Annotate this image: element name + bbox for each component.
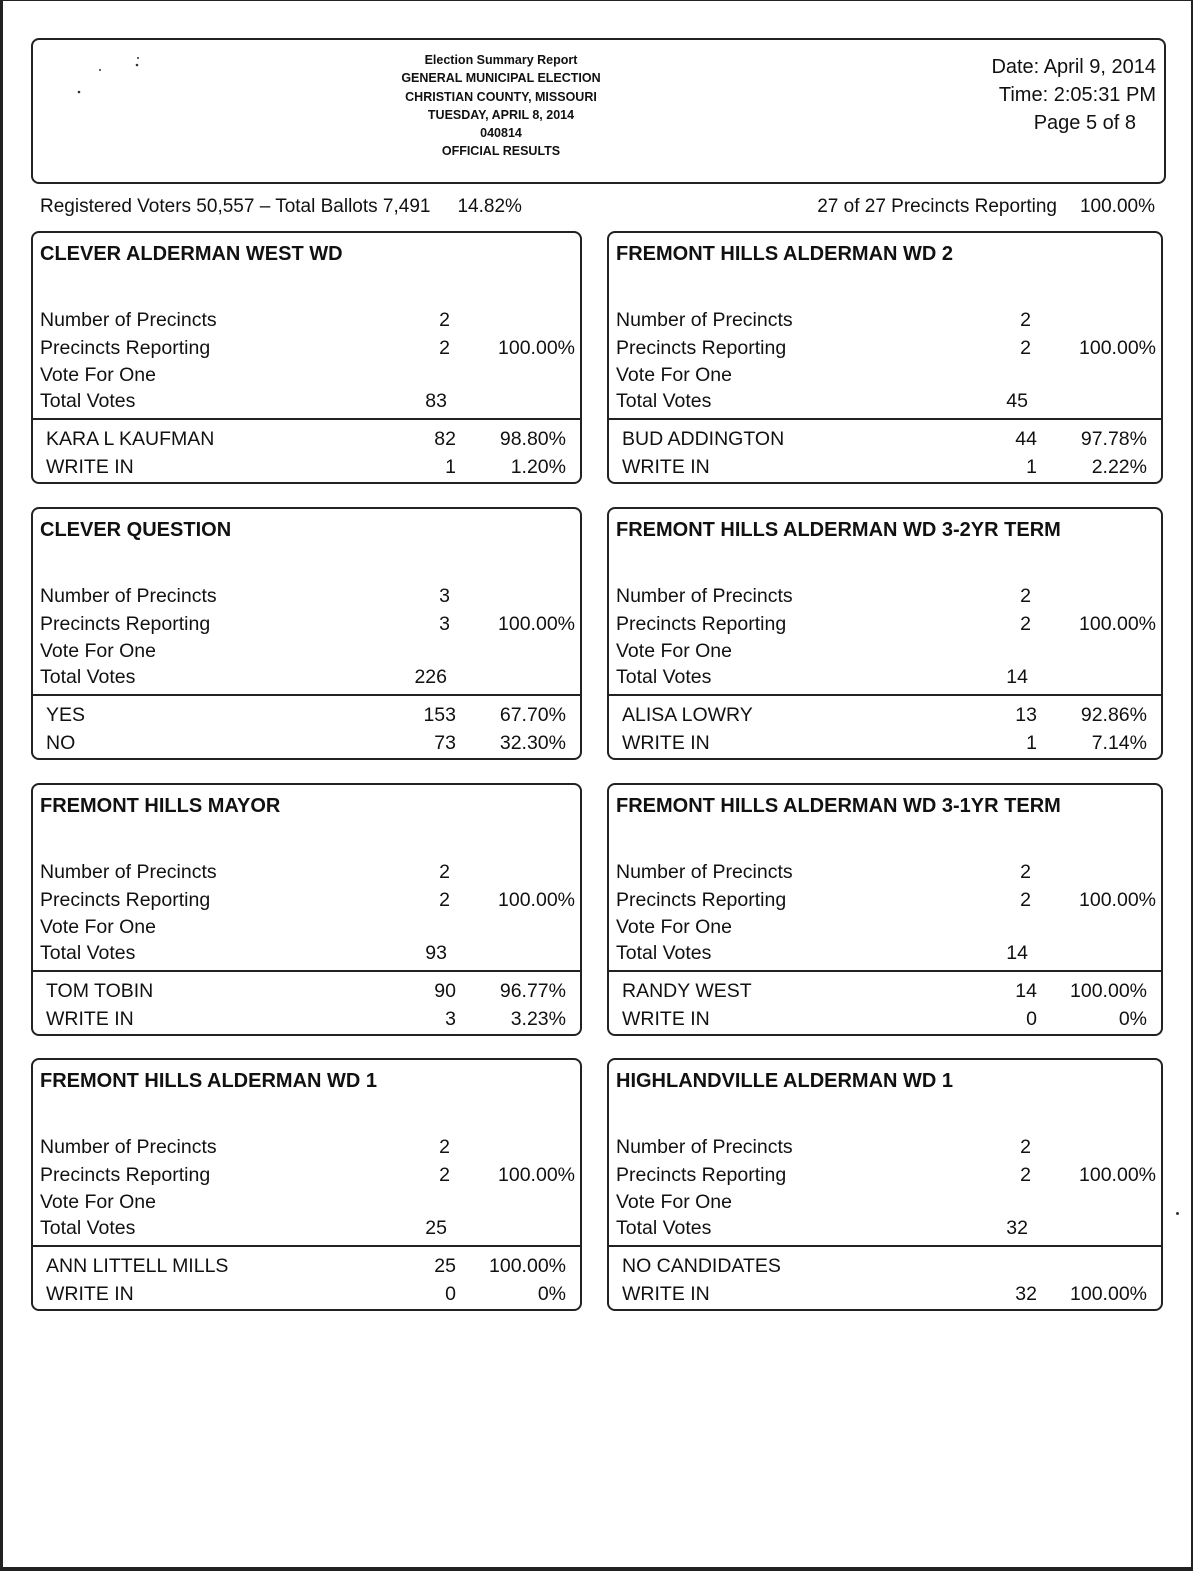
number-of-precincts-row (40, 307, 580, 333)
race-divider (33, 970, 580, 972)
race-box (607, 507, 1163, 760)
vote-for-row (616, 914, 1161, 940)
precincts-reporting-row (40, 1162, 580, 1188)
row-label: Number of Precincts (616, 585, 793, 607)
candidate-votes: 153 (423, 704, 456, 726)
candidate-name: WRITE IN (46, 1008, 134, 1030)
row-percent: 100.00% (1079, 1164, 1156, 1186)
number-of-precincts-row (40, 1134, 580, 1160)
row-label: Total Votes (616, 1217, 712, 1239)
row-count: 2 (1020, 337, 1031, 359)
row-label: Vote For One (616, 640, 732, 662)
page-number: Page 5 of 8 (1033, 112, 1136, 134)
row-count: 2 (1020, 889, 1031, 911)
row-label: Vote For One (616, 1191, 732, 1213)
candidate-name: WRITE IN (622, 456, 710, 478)
row-label: Precincts Reporting (616, 613, 787, 635)
race-title: FREMONT HILLS ALDERMAN WD 3-1YR TERM (616, 795, 1061, 817)
number-of-precincts-row (40, 859, 580, 885)
candidate-row (46, 730, 580, 756)
race-box (607, 783, 1163, 1036)
row-label: Total Votes (616, 390, 712, 412)
race-box (607, 231, 1163, 484)
results-status: OFFICIAL RESULTS (441, 144, 561, 159)
row-label: Total Votes (40, 942, 136, 964)
row-count: 2 (1020, 585, 1031, 607)
row-label: Number of Precincts (40, 585, 217, 607)
row-percent: 100.00% (498, 889, 575, 911)
row-label: Vote For One (40, 1191, 156, 1213)
row-label: Precincts Reporting (40, 337, 211, 359)
candidate-percent: 32.30% (499, 732, 566, 754)
turnout-percent: 14.82% (457, 196, 522, 217)
candidate-name: RANDY WEST (622, 980, 752, 1002)
report-date: Date: April 9, 2014 (991, 56, 1156, 78)
vote-for-row (616, 638, 1161, 664)
candidate-name: WRITE IN (622, 732, 710, 754)
row-label: Total Votes (40, 666, 136, 688)
row-count: 2 (439, 309, 450, 331)
row-label: Number of Precincts (616, 861, 793, 883)
total-votes-row (616, 940, 1161, 966)
candidate-votes: 13 (1015, 704, 1037, 726)
candidate-row (622, 1281, 1161, 1307)
precincts-reporting-row (616, 611, 1161, 637)
precincts-reporting-summary: 27 of 27 Precincts Reporting (817, 196, 1057, 217)
candidate-votes: 3 (445, 1008, 456, 1030)
report-meta (991, 53, 1156, 137)
total-votes-row (40, 664, 580, 690)
precincts-summary (817, 195, 1155, 219)
candidate-name: KARA L KAUFMAN (46, 428, 215, 450)
race-title: HIGHLANDVILLE ALDERMAN WD 1 (616, 1070, 954, 1092)
row-label: Total Votes (40, 390, 136, 412)
race-title: CLEVER QUESTION (40, 519, 232, 541)
race-title: FREMONT HILLS MAYOR (40, 795, 281, 817)
row-label: Vote For One (616, 916, 732, 938)
candidate-name: WRITE IN (46, 456, 134, 478)
candidate-row (46, 702, 580, 728)
race-divider (33, 694, 580, 696)
vote-for-row (40, 1189, 580, 1215)
candidate-percent: 100.00% (489, 1255, 566, 1277)
vote-for-row (40, 914, 580, 940)
county-name: CHRISTIAN COUNTY, MISSOURI (405, 89, 597, 104)
candidate-row (622, 702, 1161, 728)
row-percent: 100.00% (498, 337, 575, 359)
race-title: FREMONT HILLS ALDERMAN WD 1 (40, 1070, 378, 1092)
number-of-precincts-row (40, 583, 580, 609)
candidate-name: WRITE IN (622, 1283, 710, 1305)
vote-for-row (616, 362, 1161, 388)
election-name: GENERAL MUNICIPAL ELECTION (401, 71, 601, 86)
number-of-precincts-row (616, 307, 1161, 333)
race-box (31, 783, 582, 1036)
candidate-votes: 73 (434, 732, 456, 754)
candidate-name: WRITE IN (622, 1008, 710, 1030)
race-divider (609, 1245, 1161, 1247)
row-count: 2 (439, 861, 450, 883)
candidate-row (46, 426, 580, 452)
total-votes-row (40, 388, 580, 414)
candidate-percent: 3.23% (510, 1008, 566, 1030)
report-header (31, 38, 1166, 184)
candidate-row (622, 978, 1161, 1004)
row-label: Vote For One (616, 364, 732, 386)
row-count: 2 (1020, 861, 1031, 883)
row-percent: 100.00% (1079, 613, 1156, 635)
number-of-precincts-row (616, 859, 1161, 885)
candidate-votes: 82 (434, 428, 456, 450)
candidate-votes: 0 (445, 1283, 456, 1305)
row-label: Total Votes (40, 1217, 136, 1239)
row-count: 2 (439, 337, 450, 359)
candidate-percent: 92.86% (1080, 704, 1147, 726)
candidate-row (46, 1281, 580, 1307)
candidate-votes: 90 (434, 980, 456, 1002)
candidate-row (622, 454, 1161, 480)
row-count: 2 (1020, 1136, 1031, 1158)
candidate-row (46, 1006, 580, 1032)
candidate-percent: 100.00% (1070, 1283, 1147, 1305)
race-divider (33, 1245, 580, 1247)
row-label: Precincts Reporting (616, 889, 787, 911)
total-votes-row (616, 664, 1161, 690)
race-box (607, 1058, 1163, 1311)
row-label: Vote For One (40, 640, 156, 662)
candidate-row (622, 1253, 1161, 1279)
row-count: 45 (1006, 390, 1028, 412)
report-heading (333, 51, 669, 161)
total-votes-row (616, 388, 1161, 414)
race-box (31, 1058, 582, 1311)
vote-for-row (616, 1189, 1161, 1215)
precincts-reporting-row (40, 335, 580, 361)
registered-voters-ballots: Registered Voters 50,557 – Total Ballots 7,491 (40, 196, 431, 217)
candidate-row (46, 1253, 580, 1279)
row-count: 226 (414, 666, 447, 688)
row-label: Vote For One (40, 916, 156, 938)
row-label: Total Votes (616, 666, 712, 688)
candidate-votes: 14 (1015, 980, 1037, 1002)
vote-for-row (40, 638, 580, 664)
precincts-reporting-row (616, 887, 1161, 913)
row-label: Number of Precincts (40, 1136, 217, 1158)
race-title: FREMONT HILLS ALDERMAN WD 3-2YR TERM (616, 519, 1061, 541)
row-label: Precincts Reporting (616, 337, 787, 359)
candidate-votes: 1 (1026, 456, 1037, 478)
candidate-name: ANN LITTELL MILLS (46, 1255, 229, 1277)
candidate-votes: 1 (1026, 732, 1037, 754)
candidate-percent: 98.80% (499, 428, 566, 450)
total-votes-row (616, 1215, 1161, 1241)
row-count: 2 (439, 1136, 450, 1158)
candidate-percent: 96.77% (499, 980, 566, 1002)
row-label: Precincts Reporting (40, 889, 211, 911)
row-label: Number of Precincts (616, 1136, 793, 1158)
candidate-votes: 0 (1026, 1008, 1037, 1030)
candidate-row (622, 1006, 1161, 1032)
candidate-row (46, 454, 580, 480)
candidate-name: WRITE IN (46, 1283, 134, 1305)
race-divider (609, 970, 1161, 972)
race-box (31, 231, 582, 484)
candidate-votes: 1 (445, 456, 456, 478)
row-count: 14 (1006, 942, 1028, 964)
race-divider (609, 418, 1161, 420)
precincts-reporting-row (40, 887, 580, 913)
row-count: 2 (1020, 613, 1031, 635)
row-count: 32 (1006, 1217, 1028, 1239)
row-count: 2 (439, 889, 450, 911)
row-label: Precincts Reporting (616, 1164, 787, 1186)
row-percent: 100.00% (498, 1164, 575, 1186)
row-count: 14 (1006, 666, 1028, 688)
candidate-votes: 44 (1015, 428, 1037, 450)
candidate-percent: 100.00% (1070, 980, 1147, 1002)
row-count: 25 (425, 1217, 447, 1239)
race-divider (33, 418, 580, 420)
row-label: Precincts Reporting (40, 613, 211, 635)
candidate-row (622, 426, 1161, 452)
row-count: 83 (425, 390, 447, 412)
candidate-percent: 1.20% (510, 456, 566, 478)
row-label: Number of Precincts (616, 309, 793, 331)
row-count: 93 (425, 942, 447, 964)
candidate-name: YES (46, 704, 86, 726)
row-percent: 100.00% (498, 613, 575, 635)
turnout-summary (40, 195, 522, 219)
row-count: 2 (439, 1164, 450, 1186)
row-label: Vote For One (40, 364, 156, 386)
race-title: CLEVER ALDERMAN WEST WD (40, 243, 343, 265)
candidate-percent: 97.78% (1080, 428, 1147, 450)
vote-for-row (40, 362, 580, 388)
race-box (31, 507, 582, 760)
scan-speck (1176, 1212, 1179, 1215)
number-of-precincts-row (616, 583, 1161, 609)
precincts-reporting-percent: 100.00% (1079, 196, 1155, 217)
election-code: 040814 (480, 126, 522, 141)
precincts-reporting-row (616, 1162, 1161, 1188)
candidate-name: NO CANDIDATES (622, 1255, 781, 1277)
candidate-name: BUD ADDINGTON (622, 428, 785, 450)
report-time: Time: 2:05:31 PM (998, 84, 1156, 106)
precincts-reporting-row (40, 611, 580, 637)
number-of-precincts-row (616, 1134, 1161, 1160)
candidate-name: NO (46, 732, 76, 754)
report-title: Election Summary Report (424, 53, 578, 67)
row-label: Precincts Reporting (40, 1164, 211, 1186)
row-percent: 100.00% (1079, 337, 1156, 359)
race-divider (609, 694, 1161, 696)
candidate-row (622, 730, 1161, 756)
row-count: 3 (439, 585, 450, 607)
candidate-votes: 25 (434, 1255, 456, 1277)
candidate-percent: 0% (537, 1283, 566, 1305)
candidate-percent: 7.14% (1091, 732, 1147, 754)
candidate-percent: 2.22% (1091, 456, 1147, 478)
row-label: Number of Precincts (40, 309, 217, 331)
row-label: Total Votes (616, 942, 712, 964)
race-title: FREMONT HILLS ALDERMAN WD 2 (616, 243, 954, 265)
precincts-reporting-row (616, 335, 1161, 361)
candidate-name: TOM TOBIN (46, 980, 154, 1002)
candidate-percent: 0% (1118, 1008, 1147, 1030)
election-date: TUESDAY, APRIL 8, 2014 (427, 107, 575, 122)
total-votes-row (40, 1215, 580, 1241)
row-count: 2 (1020, 309, 1031, 331)
candidate-name: ALISA LOWRY (622, 704, 753, 726)
row-count: 2 (1020, 1164, 1031, 1186)
row-label: Number of Precincts (40, 861, 217, 883)
candidate-row (46, 978, 580, 1004)
candidate-percent: 67.70% (499, 704, 566, 726)
row-count: 3 (439, 613, 450, 635)
scan-specks (63, 45, 153, 105)
total-votes-row (40, 940, 580, 966)
row-percent: 100.00% (1079, 889, 1156, 911)
candidate-votes: 32 (1015, 1283, 1037, 1305)
